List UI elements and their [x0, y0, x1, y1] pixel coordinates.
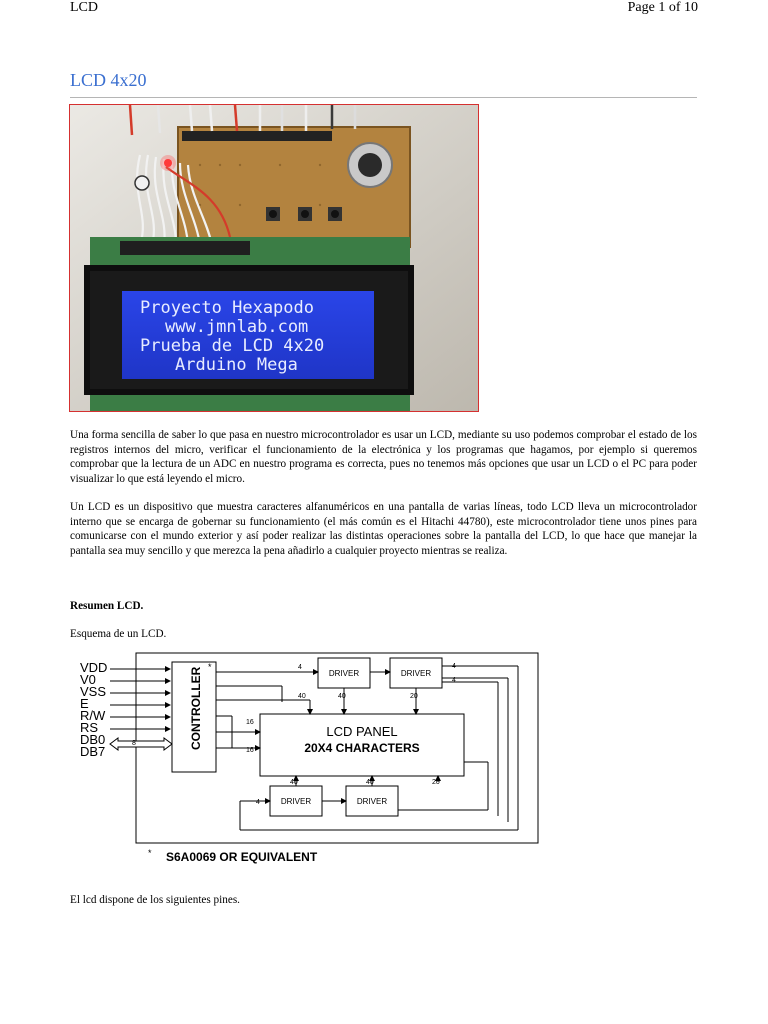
lcd-line-4: Arduino Mega: [175, 355, 298, 375]
bus-label-40-a: 40: [298, 693, 306, 700]
bus-label-4-c: 4: [452, 677, 456, 684]
controller-label: CONTROLLER: [189, 666, 203, 750]
title-divider: [70, 97, 697, 98]
footnote-text: S6A0069 OR EQUIVALENT: [166, 850, 318, 864]
bus-label-40-b: 40: [338, 693, 346, 700]
panel-label-1: LCD PANEL: [326, 724, 398, 739]
page-number: Page 1 of 10: [627, 0, 698, 15]
lcd-line-3: Prueba de LCD 4x20: [140, 336, 325, 356]
controller-star: *: [208, 662, 212, 672]
pin-vdd: VDD: [80, 660, 108, 675]
pin-db0: DB0: [80, 732, 106, 747]
bus-label-20-a: 20: [410, 693, 418, 700]
header-title: LCD: [70, 0, 98, 15]
panel-label-2: 20X4 CHARACTERS: [304, 741, 420, 755]
lcd-block-diagram: [70, 652, 540, 866]
driver-top-2: DRIVER: [400, 669, 432, 678]
diagram-caption: Esquema de un LCD.: [70, 628, 167, 640]
lcd-line-2: www.jmnlab.com: [165, 317, 309, 337]
driver-top-1: DRIVER: [328, 669, 360, 678]
pin-db7: DB7: [80, 744, 106, 759]
paragraph-1: Una forma sencilla de saber lo que pasa en nuestro microcontrolador es usar un LCD, mediante su uso podemos comprobar el estado de los registros internos del micro, verificar el funcionamiento de la electrónica y los programas que hagamos, por ejemplo si queremos comprobar que la lectura de un ADC en nuestro programa es correcta, pues no tenemos más opciones que usar un LCD o el PC para poder visualizar lo que está leyendo el micro.: [70, 429, 697, 485]
lcd-photo: [69, 104, 479, 412]
footnote-star: *: [148, 848, 152, 858]
bus-label-4-a: 4: [298, 664, 302, 671]
section-heading: Resumen LCD.: [70, 600, 144, 612]
pin-vss: VSS: [80, 684, 107, 699]
bus-label-40-d: 40: [366, 779, 374, 786]
pin-rw: R/W: [80, 708, 106, 723]
closing-text: El lcd dispone de los siguientes pines.: [70, 894, 240, 906]
paragraph-2: Un LCD es un dispositivo que muestra caracteres alfanuméricos en una pantalla de varias líneas, todo LCD lleva un microcontrolador interno que se encarga de gobernar su funcionamiento (el más común es el Hitachi 44780), este microcontrolador tiene unos pines para comunicarse con el mundo exterior y así poder realizar las distintas operaciones sobre la pantalla del LCD, lo que hace que manejar la pantalla sea muy sencillo y que merezca la pena añadirlo a cualquier proyecto mientras se realiza.: [70, 501, 697, 557]
bus-label-20-b: 20: [432, 779, 440, 786]
bus-label-16-b: 16: [246, 747, 254, 754]
pin-rs: RS: [80, 720, 99, 735]
bus-label-4-d: 4: [256, 799, 260, 806]
bus-label-8: 8: [132, 740, 136, 747]
bus-label-16-a: 16: [246, 719, 254, 726]
bus-label-40-c: 40: [290, 779, 298, 786]
bus-label-4-b: 4: [452, 663, 456, 670]
lcd-line-1: Proyecto Hexapodo: [140, 298, 314, 318]
driver-bottom-1: DRIVER: [280, 797, 312, 806]
pin-v0: V0: [80, 672, 96, 687]
page-title: LCD 4x20: [70, 70, 147, 90]
pin-e: E: [80, 696, 89, 711]
driver-bottom-2: DRIVER: [356, 797, 388, 806]
